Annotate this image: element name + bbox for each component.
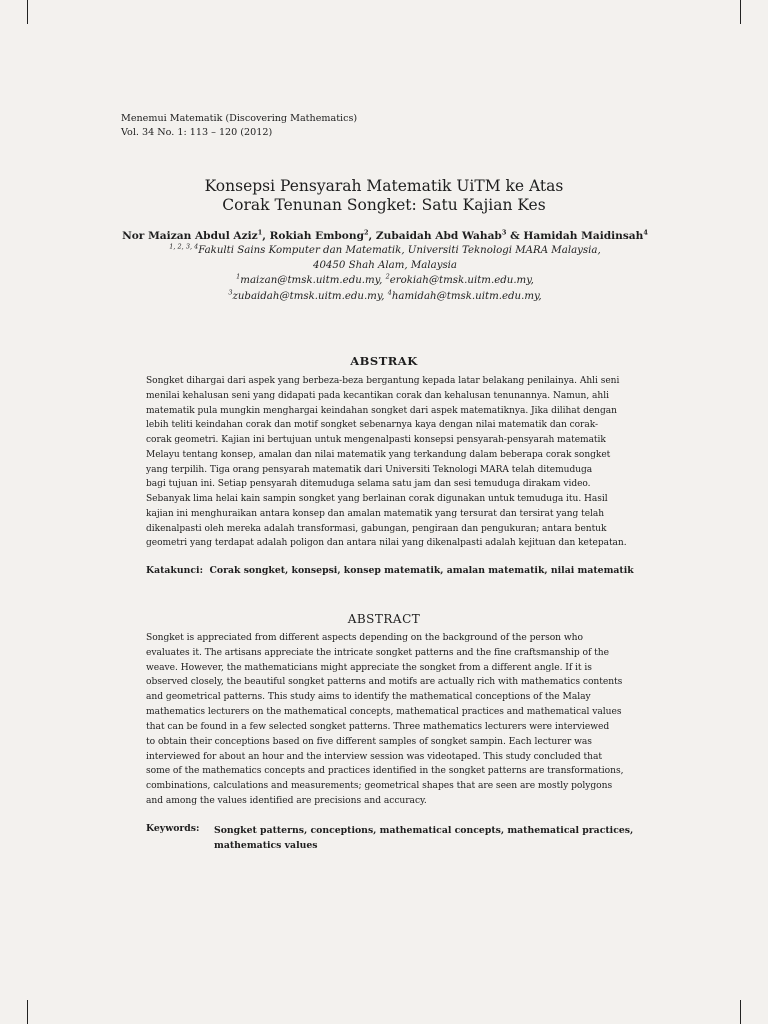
title-line: Corak Tenunan Songket: Satu Kajian Kes xyxy=(222,196,546,214)
author-separator: & xyxy=(506,230,524,242)
text-line: Songket is appreciated from different aspects depending on the background of the person who xyxy=(146,633,583,643)
text-line: Melayu tentang konsep, amalan dan nilai matematik yang terkandung dalam beberapa corak songket xyxy=(146,449,611,460)
text-line: lebih teliti keindahan corak dan motif songket sebenarnya kaya dengan nilai matematik dan corak- xyxy=(146,420,599,431)
email-address[interactable]: zubaidah@tmsk.uitm.edu.my, xyxy=(232,290,385,302)
keywords-label: Keywords: xyxy=(146,823,200,834)
text-line: and geometrical patterns. This study aims to identify the mathematical conceptions of the Malay xyxy=(146,692,591,703)
author-separator: , xyxy=(368,230,376,242)
email-line xyxy=(110,289,660,304)
crop-mark xyxy=(740,0,741,24)
affiliation-address: 40450 Shah Alam, Malaysia xyxy=(312,260,458,272)
author-list xyxy=(100,229,670,243)
email-address[interactable]: erokiah@tmsk.uitm.edu.my, xyxy=(389,275,534,287)
text-line: combinations, calculations and measurements; geometrical shapes that are seen are mostly polygons xyxy=(146,781,613,792)
text-line: menilai kehalusan seni yang didapati pada kecantikan corak dan kehalusan tenunannya. Namun, ahli xyxy=(146,390,609,401)
author-separator: , xyxy=(262,230,270,242)
journal-volume: Vol. 34 No. 1: 113 – 120 (2012) xyxy=(121,127,273,138)
text-line: yang terpilih. Tiga orang pensyarah matematik dari Universiti Teknologi MARA telah ditemuduga xyxy=(146,464,593,475)
katakunci-line xyxy=(146,565,634,576)
author-index: 4 xyxy=(643,228,648,237)
text-line: mathematics lecturers on the mathematical concepts, mathematical practices and mathematical values xyxy=(146,707,622,718)
email-address[interactable]: hamidah@tmsk.uitm.edu.my, xyxy=(391,290,542,302)
text-line: corak geometri. Kajian ini bertujuan untuk mengenalpasti konsepsi pensyarah-pensyarah matematik xyxy=(146,435,606,445)
crop-mark xyxy=(27,0,28,24)
paper-title xyxy=(0,177,768,215)
author-name: Nor Maizan Abdul Aziz xyxy=(122,230,258,242)
text-line: some of the mathematics concepts and practices identified in the songket patterns are transformations, xyxy=(146,766,624,777)
email-address[interactable]: maizan@tmsk.uitm.edu.my, xyxy=(240,275,383,287)
keywords-values xyxy=(214,823,634,853)
text-line: dikenalpasti oleh mereka adalah transformasi, gabungan, pengiraan dan pengukuran; antara bentuk xyxy=(146,523,607,534)
author-name: Zubaidah Abd Wahab xyxy=(375,230,502,242)
text-line: matematik pula mungkin menghargai keindahan songket dari aspek matematiknya. Jika dilihat dengan xyxy=(146,405,617,416)
title-line: Konsepsi Pensyarah Matematik UiTM ke Atas xyxy=(204,177,564,195)
author-index: 3 xyxy=(501,228,507,237)
abstract-body xyxy=(146,631,622,809)
text-line: kajian ini menghuraikan antara konsep dan amalan matematik yang tersurat dan tersirat yang telah xyxy=(146,508,605,519)
katakunci-label: Katakunci: xyxy=(146,565,204,576)
text-line: bagi tujuan ini. Setiap pensyarah ditemuduga selama satu jam dan sesi temuduga dirakam video. xyxy=(146,479,591,490)
text-line: weave. However, the mathematicians might appreciate the songket from a different angle. If it is xyxy=(146,662,592,673)
katakunci-values: Corak songket, konsepsi, konsep matematik, amalan matematik, nilai matematik xyxy=(209,565,634,576)
email-index: 4 xyxy=(387,288,392,297)
author-index: 1 xyxy=(257,228,263,237)
email-index: 3 xyxy=(228,288,233,297)
crop-mark xyxy=(740,1000,741,1024)
text-line: to obtain their conceptions based on five different samples of songket sampin. Each lecturer was xyxy=(146,736,592,747)
email-index: 2 xyxy=(385,273,390,282)
email-line xyxy=(110,273,660,288)
abstract-heading: ABSTRACT xyxy=(347,612,421,626)
keywords-line: Songket patterns, conceptions, mathematical concepts, mathematical practices, xyxy=(214,825,634,836)
abstrak-heading: ABSTRAK xyxy=(350,354,418,368)
text-line: interviewed for about an hour and the interview session was videotaped. This study concluded that xyxy=(146,751,603,762)
author-name: Hamidah Maidinsah xyxy=(523,230,644,242)
text-line: and among the values identified are precisions and accuracy. xyxy=(146,795,427,806)
text-line: observed closely, the beautiful songket patterns and motifs are actually rich with mathematics contents xyxy=(146,677,623,688)
text-line: geometri yang terdapat adalah poligon dan antara nilai yang dikenalpasti adalah kejituan dan ketepatan. xyxy=(146,538,627,549)
author-index: 2 xyxy=(363,228,369,237)
abstrak-body xyxy=(146,374,627,551)
text-line: Sebanyak lima helai kain sampin songket yang berlainan corak digunakan untuk temuduga itu. Hasil xyxy=(146,494,608,504)
text-line: evaluates it. The artisans appreciate the intricate songket patterns and the fine craftsmanship of the xyxy=(146,647,610,658)
journal-name: Menemui Matematik (Discovering Mathematics) xyxy=(121,113,358,124)
journal-header xyxy=(121,112,357,140)
affiliation-index: 1, 2, 3, 4 xyxy=(169,242,199,251)
affiliation-institution: Fakulti Sains Komputer dan Matematik, Universiti Teknologi MARA Malaysia, xyxy=(198,245,601,256)
text-line: Songket dihargai dari aspek yang berbeza-beza bergantung kepada latar belakang penilainya. Ahli seni xyxy=(146,376,620,386)
author-name: Rokiah Embong xyxy=(269,230,364,242)
email-index: 1 xyxy=(236,273,241,282)
crop-mark xyxy=(27,1000,28,1024)
text-line: that can be found in a few selected songket patterns. Three mathematics lecturers were interviewed xyxy=(146,721,610,732)
affiliation xyxy=(110,243,660,304)
affiliation-line xyxy=(110,243,660,258)
keywords-line: mathematics values xyxy=(214,840,318,851)
